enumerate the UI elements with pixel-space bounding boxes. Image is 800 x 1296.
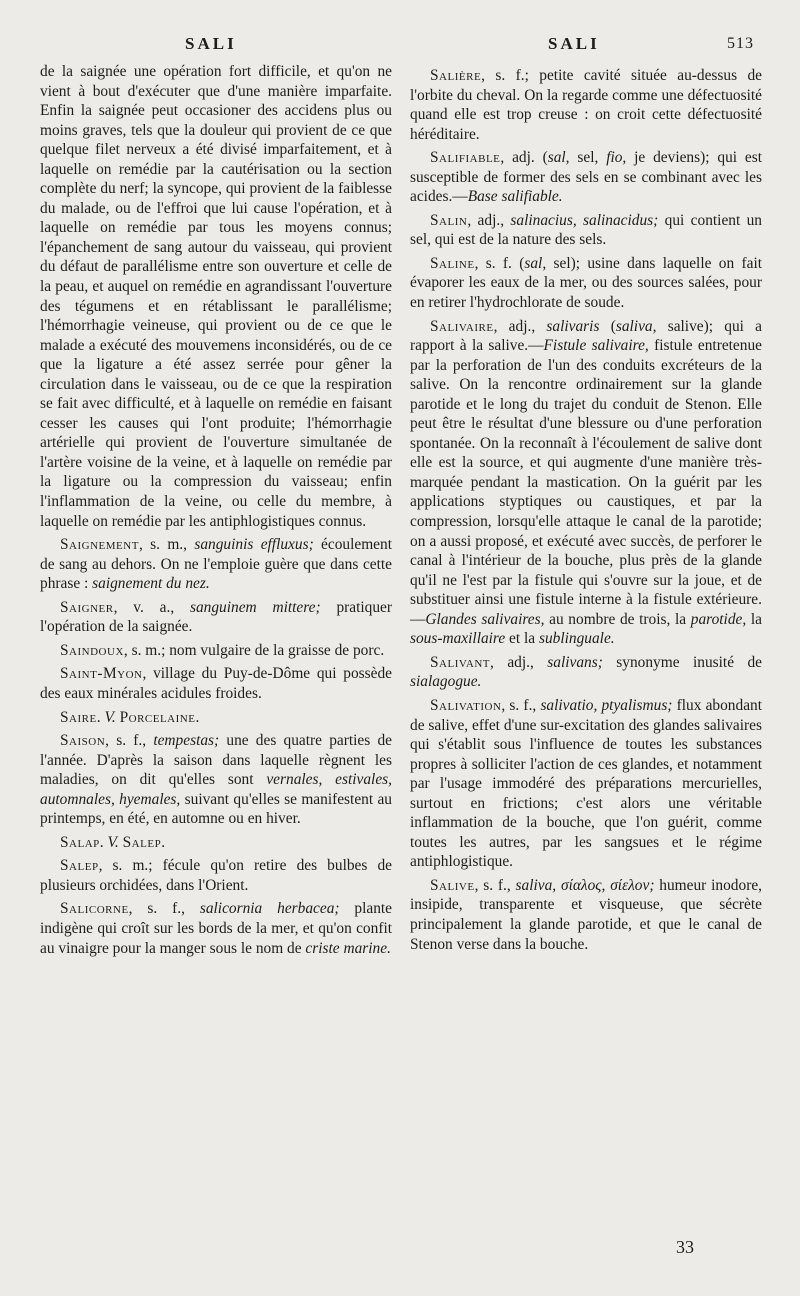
entry-text: , s. f.,: [128, 900, 200, 918]
headword: Saline: [430, 254, 475, 272]
italic-term: salivaris: [546, 317, 600, 335]
entry-text: plante indigène qui croît sur les bords de la mer, et qu'on confit au vinaigre pour la manger sous le nom de: [40, 900, 392, 957]
headword: Salin: [430, 211, 468, 229]
italic-term: V.: [104, 708, 116, 726]
entry-text: une des quatre parties de l'année. D'après la saison dans laquelle règnent les maladies, on dit qu'elles sont: [40, 732, 392, 789]
entry-text: je deviens); qui est susceptible de former des sels en se combinant avec les acides.—: [410, 149, 762, 206]
entry-text: , v. a.,: [113, 598, 190, 616]
italic-term: sanguinem mittere;: [189, 598, 321, 616]
entry-text: sel); usine dans laquelle on fait évaporer les eaux de la mer, ou des sources salées, pour en retirer l'hydrochlorate de soude.: [410, 254, 762, 312]
headword: Salière: [430, 67, 482, 84]
italic-term: sal,: [547, 149, 570, 167]
entry-text: .: [96, 708, 105, 726]
entry-text: .: [161, 833, 166, 851]
dictionary-entry: [40, 899, 392, 958]
dictionary-entry: [40, 856, 392, 895]
italic-term: sublinguale.: [538, 630, 615, 648]
entry-text: , s. m.;: [98, 857, 163, 875]
dictionary-entry: [40, 731, 392, 829]
headword: Salive: [430, 876, 475, 894]
italic-term: Glandes salivaires,: [425, 610, 545, 628]
entry-text: ,: [142, 665, 154, 683]
italic-term: sanguinis effluxus;: [194, 536, 314, 554]
dictionary-entry: [410, 876, 762, 954]
entry-text: (: [599, 317, 616, 335]
entry-text: , adj. (: [500, 149, 548, 167]
signature-mark: 33: [676, 1237, 694, 1257]
italic-term: saliva, σίαλος, σίελον;: [515, 876, 655, 894]
headword: Salivant: [430, 653, 491, 671]
dictionary-entry: [410, 66, 762, 144]
entry-text: au nombre de trois, la: [544, 610, 691, 628]
entry-text: petite cavité située au-dessus de l'orbite du cheval. On la regarde comme une défectuosité quand elle est trop creuse : on croit cette défectuosité héréditaire.: [410, 67, 762, 143]
entry-text: village du Puy-de-Dôme qui possède des eaux minérales acidules froides.: [40, 665, 392, 702]
entry-text: nom vulgaire de la graisse de porc.: [169, 641, 385, 659]
right-column: [410, 62, 762, 955]
headword: Saire: [60, 708, 97, 726]
dictionary-entry: [40, 598, 392, 637]
entry-text: , s. m.;: [123, 641, 170, 659]
dictionary-entry: [410, 317, 762, 649]
headword: Salivation: [430, 696, 502, 714]
italic-term: Base salifiable.: [467, 188, 563, 206]
dictionary-entry: [40, 641, 392, 661]
headword: Salivaire: [430, 317, 494, 335]
italic-term: salicornia herbacea;: [199, 900, 340, 918]
italic-term: salinacius, salinacidus;: [510, 211, 659, 229]
dictionary-entry: [40, 833, 392, 853]
entry-text: qui contient un sel, qui est de la nature des sels.: [410, 211, 762, 249]
headword: Saint-Myon: [60, 665, 143, 683]
left-column: [40, 62, 392, 959]
italic-term: sialagogue.: [410, 673, 482, 691]
running-head-left: SALI: [185, 34, 237, 53]
entry-text: , s. f.;: [481, 67, 540, 84]
italic-term: fio,: [606, 149, 627, 167]
italic-term: tempestas;: [153, 732, 220, 750]
italic-term: Fistule salivaire,: [543, 337, 649, 355]
italic-term: vernales, estivales, automnales, hyemales,: [40, 771, 392, 808]
headword: Saignement: [60, 536, 139, 554]
dictionary-entry: [410, 254, 762, 313]
dictionary-entry: [410, 211, 762, 250]
entry-text: écoulement de sang au dehors. On ne l'emploie guère que dans cette phrase :: [40, 536, 392, 593]
entry-text: , s. f.,: [474, 876, 516, 894]
entry-text: , adj.,: [493, 317, 547, 335]
italic-term: saliva,: [615, 317, 657, 335]
headword: Salifiable: [430, 149, 501, 167]
entry-continuation: [40, 62, 392, 531]
entry-text: fistule entretenue par la perforation de l'un des conduits excréteurs de la salive. On la rencontre ordinairement sur la glande parotide et le long du trajet du conduit de Stenon. Elle peut être le résultat d'une blessure ou d'une perforation spontanée. On la reconnaît à l'écoulement de salive dont elle est la source, et qui augmente d'une manière très-marquée pendant la mastication. On la guérit par les applications styptiques ou caustiques, et par la compression, lorsqu'elle attaque le canal de la parotide; on a aussi proposé, et exécuté avec succès, de perforer le canal à l'intérieur de la bouche, plus près de la glande qu'il ne l'est par la fistule qui s'ouvre sur la joue, et de substituer ainsi une fistule interne à la fistule extérieure.—: [410, 337, 762, 628]
headword: Saindoux: [60, 641, 124, 659]
italic-term: sal,: [524, 254, 547, 272]
cross-reference: Salep: [122, 833, 162, 851]
headword: Salep: [60, 857, 99, 875]
dictionary-entry: [410, 696, 762, 872]
entry-text: humeur inodore, insipide, transparente et visqueuse, que sécrète principalement la glande parotide, et que le canal de Stenon verse dans la bouche.: [410, 876, 762, 953]
dictionary-entry: [40, 535, 392, 594]
entry-text: et la: [505, 630, 539, 648]
entry-text: , s. f.,: [501, 696, 541, 714]
headword: Saison: [60, 732, 106, 750]
entry-text: de la saignée une opération fort difficile, et qu'on ne vient à bout d'exécuter que d'une manière imparfaite. Enfin la saignée peut occasioner des accidens plus ou moins graves, tels que la douleur qui provient de ce que quelque filet nerveux a été divisé imparfaitement, et à laquelle on remédie par la cautérisation ou la section complète du nerf; la syncope, qui provient de la faiblesse du malade, ou de l'effroi que lui cause l'opération, et à laquelle on remédie par tous les moyens connus; l'épanchement de sang autour du vaisseau, qui provient du défaut de parallélisme entre son ouverture et celle de la peau, et auquel on remédie en agrandissant l'ouverture des tégumens et en rétablissant le parallélisme; l'hémorrhagie veineuse, qui provient ou de ce que le malade a exécuté des mouvemens inconsidérés, ou de ce que la ligature a été assez serrée pour gêner la circulation dans le vaisseau, ou de ce que la respiration se fait avec difficulté, et à laquelle on remédie en faisant cesser les causes qui l'ont produite; l'hémorrhagie artérielle qui provient de l'ouverture simultanée de l'artère voisine de la veine, et à laquelle on remédie par la ligature ou la compression du vaisseau; enfin l'inflammation de la veine, ou celle du membre, à laquelle on remédie par les antiphlogistiques connus.: [40, 63, 392, 530]
italic-term: criste marine.: [305, 939, 391, 957]
entry-text: suivant qu'elles se manifestent au printemps, en été, en automne ou en hiver.: [40, 790, 392, 828]
italic-term: parotide,: [690, 610, 747, 628]
italic-term: salivans;: [547, 653, 603, 671]
page-number: 513: [727, 35, 754, 52]
running-head-right: SALI: [548, 34, 600, 53]
entry-text: .: [99, 833, 108, 851]
dictionary-entry: [40, 664, 392, 703]
entry-text: pratiquer l'opération de la saignée.: [40, 598, 393, 636]
entry-text: salive); qui a rapport à la salive.—: [410, 317, 762, 355]
cross-reference: Porcelaine: [119, 708, 196, 726]
entry-text: la: [746, 610, 762, 628]
italic-term: sous-maxillaire: [410, 630, 506, 648]
dictionary-entry: [410, 653, 762, 692]
italic-term: saignement du nez.: [92, 575, 210, 593]
dictionary-entry: [40, 708, 392, 728]
dictionary-entry: [410, 148, 762, 207]
italic-term: salivatio, ptyalismus;: [540, 696, 673, 714]
headword: Saigner: [60, 598, 114, 616]
entry-text: synonyme inusité de: [602, 653, 762, 671]
italic-term: V.: [107, 833, 119, 851]
entry-text: , s. m.,: [138, 536, 195, 554]
entry-text: sel,: [569, 149, 607, 167]
headword: Salicorne: [60, 900, 129, 918]
entry-text: .: [195, 708, 200, 726]
entry-text: fécule qu'on retire des bulbes de plusieurs orchidées, dans l'Orient.: [40, 857, 392, 894]
entry-text: , s. f.,: [105, 732, 154, 750]
headword: Salap: [60, 833, 100, 851]
entry-text: , adj.,: [490, 653, 548, 671]
entry-text: flux abondant de salive, effet d'une sur-excitation des glandes salivaires qui s'établit sous l'influence de toutes les substances propres à solliciter l'action de ces glandes, et notamment par l'usage immodéré des préparations mercurielles, surtout en frictions; c'est alors une véritable inflammation de la bouche, que l'on guérit, comme toutes les autres, par les sangsues et le régime antiphlogistique.: [410, 696, 762, 871]
entry-text: , s. f. (: [474, 254, 525, 272]
entry-text: , adj.,: [467, 211, 511, 229]
